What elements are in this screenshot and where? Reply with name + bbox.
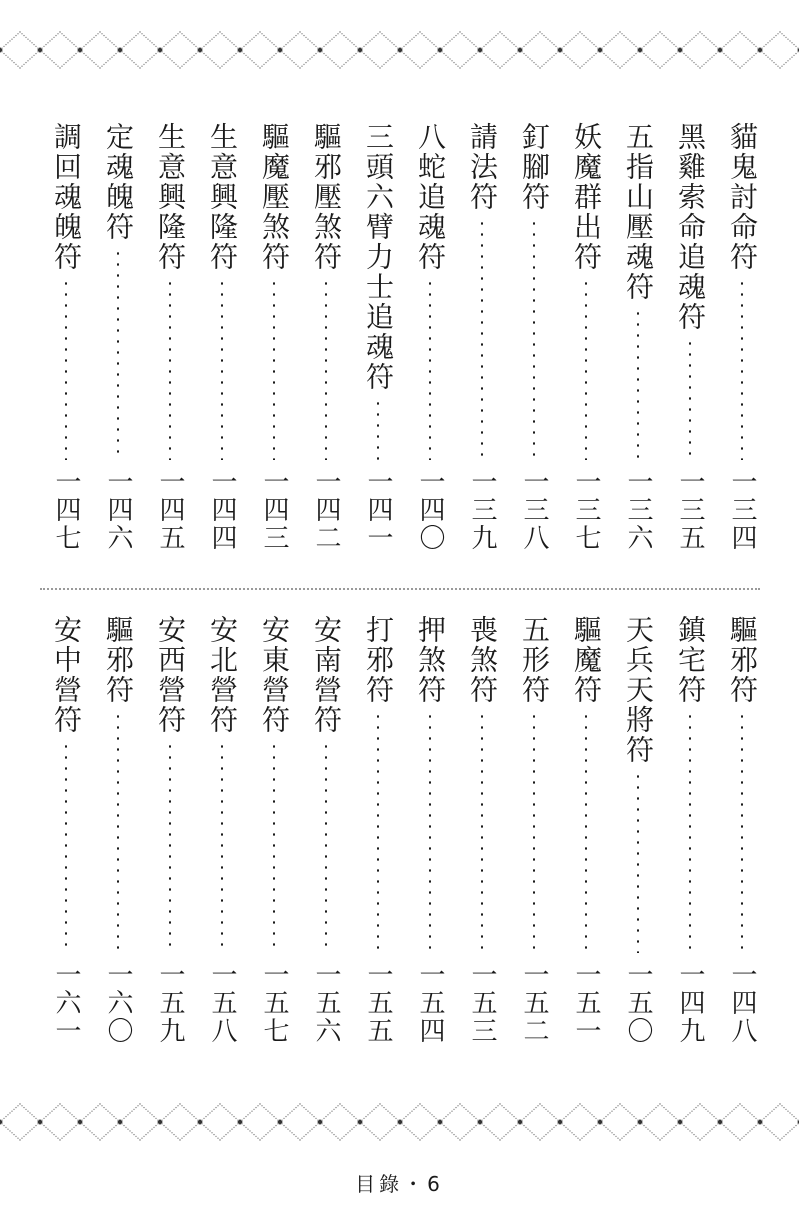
entry-title: 押煞符	[414, 615, 447, 705]
toc-entry[interactable]	[412, 122, 448, 552]
entry-title: 安北營符	[206, 615, 239, 735]
entry-page: 一三六	[623, 468, 653, 552]
entry-page: 一四〇	[415, 468, 445, 552]
dot-leader	[585, 711, 587, 953]
entry-title: 驅邪壓煞符	[310, 122, 343, 272]
dot-leader	[325, 741, 327, 953]
toc-entry[interactable]	[620, 122, 656, 552]
entry-page: 一五二	[519, 961, 549, 1045]
dot-leader	[533, 711, 535, 953]
dot-leader	[117, 248, 119, 460]
entry-page: 一三九	[467, 468, 497, 552]
entry-title: 驅邪符	[102, 615, 135, 705]
toc-entry[interactable]	[516, 122, 552, 552]
entry-page: 一四二	[311, 468, 341, 552]
dot-leader	[689, 338, 691, 460]
toc-entry[interactable]	[464, 615, 500, 1045]
entry-title: 生意興隆符	[206, 122, 239, 272]
toc-entry[interactable]	[568, 122, 604, 552]
entry-page: 一四三	[259, 468, 289, 552]
dot-leader	[221, 741, 223, 953]
dot-leader	[741, 278, 743, 460]
entry-title: 五形符	[518, 615, 551, 705]
entry-title: 三頭六臂力士追魂符	[362, 122, 395, 392]
entry-page: 一五七	[259, 961, 289, 1045]
entry-title: 驅魔符	[570, 615, 603, 705]
entry-title: 鎮宅符	[674, 615, 707, 705]
toc-entry[interactable]	[152, 615, 188, 1045]
entry-title: 喪煞符	[466, 615, 499, 705]
entry-title: 安西營符	[154, 615, 187, 735]
dot-leader	[481, 711, 483, 953]
entry-page: 一三五	[675, 468, 705, 552]
toc-entry[interactable]	[412, 615, 448, 1045]
entry-page: 一三八	[519, 468, 549, 552]
toc-entry[interactable]	[724, 615, 760, 1045]
dot-leader	[637, 771, 639, 953]
entry-page: 一四一	[363, 468, 393, 552]
toc-entry[interactable]	[204, 122, 240, 552]
dot-leader	[65, 741, 67, 953]
entry-page: 一四六	[103, 468, 133, 552]
dot-leader	[273, 278, 275, 460]
toc-entry[interactable]	[48, 615, 84, 1045]
entry-page: 一五五	[363, 961, 393, 1045]
entry-page: 一六〇	[103, 961, 133, 1045]
dot-leader	[65, 278, 67, 460]
dot-leader	[169, 278, 171, 460]
dot-leader	[429, 278, 431, 460]
toc-entry[interactable]	[100, 122, 136, 552]
entry-title: 生意興隆符	[154, 122, 187, 272]
entry-page: 一五六	[311, 961, 341, 1045]
entry-title: 安中營符	[50, 615, 83, 735]
dot-leader	[273, 741, 275, 953]
entry-title: 安東營符	[258, 615, 291, 735]
entry-page: 一五八	[207, 961, 237, 1045]
toc-entry[interactable]	[724, 122, 760, 552]
entry-title: 貓鬼討命符	[726, 122, 759, 272]
entry-page: 一五三	[467, 961, 497, 1045]
entry-page: 一六一	[51, 961, 81, 1045]
entry-page: 一五〇	[623, 961, 653, 1045]
toc-entry[interactable]	[516, 615, 552, 1045]
toc-entry[interactable]	[48, 122, 84, 552]
dot-leader	[169, 741, 171, 953]
toc-entry[interactable]	[256, 122, 292, 552]
entry-page: 一四五	[155, 468, 185, 552]
entry-page: 一五四	[415, 961, 445, 1045]
toc-entry[interactable]	[204, 615, 240, 1045]
page-footer: 目錄・6	[355, 1172, 444, 1196]
entry-page: 一五九	[155, 961, 185, 1045]
entry-title: 打邪符	[362, 615, 395, 705]
toc-entry[interactable]	[360, 122, 396, 552]
entry-title: 釘腳符	[518, 122, 551, 212]
dot-leader	[741, 711, 743, 953]
entry-title: 驅魔壓煞符	[258, 122, 291, 272]
dot-leader	[117, 711, 119, 953]
entry-page: 一四四	[207, 468, 237, 552]
dot-leader	[689, 711, 691, 953]
entry-title: 八蛇追魂符	[414, 122, 447, 272]
dot-leader	[637, 308, 639, 460]
entry-title: 調回魂魄符	[50, 122, 83, 272]
entry-page: 一四七	[51, 468, 81, 552]
toc-entry[interactable]	[308, 122, 344, 552]
entry-page: 一四八	[727, 961, 757, 1045]
entry-page: 一三七	[571, 468, 601, 552]
toc-entry[interactable]	[100, 615, 136, 1045]
dot-leader	[377, 398, 379, 460]
toc-entry[interactable]	[360, 615, 396, 1045]
dot-leader	[481, 218, 483, 460]
toc-entry[interactable]	[672, 122, 708, 552]
toc-entry[interactable]	[256, 615, 292, 1045]
dot-leader	[377, 711, 379, 953]
toc-entry[interactable]	[672, 615, 708, 1045]
toc-entry[interactable]	[308, 615, 344, 1045]
entry-title: 黑雞索命追魂符	[674, 122, 707, 332]
entry-title: 妖魔群出符	[570, 122, 603, 272]
dot-leader	[429, 711, 431, 953]
entry-title: 天兵天將符	[622, 615, 655, 765]
entry-title: 驅邪符	[726, 615, 759, 705]
dot-leader	[325, 278, 327, 460]
entry-title: 定魂魄符	[102, 122, 135, 242]
dot-leader	[533, 218, 535, 460]
dot-leader	[585, 278, 587, 460]
entry-page: 一四九	[675, 961, 705, 1045]
toc-entry[interactable]	[464, 122, 500, 552]
entry-title: 五指山壓魂符	[622, 122, 655, 302]
toc-entry[interactable]	[620, 615, 656, 1045]
entry-title: 安南營符	[310, 615, 343, 735]
toc-entry[interactable]	[152, 122, 188, 552]
dot-leader	[221, 278, 223, 460]
entry-page: 一三四	[727, 468, 757, 552]
entry-page: 一五一	[571, 961, 601, 1045]
entry-title: 請法符	[466, 122, 499, 212]
toc-entry[interactable]	[568, 615, 604, 1045]
